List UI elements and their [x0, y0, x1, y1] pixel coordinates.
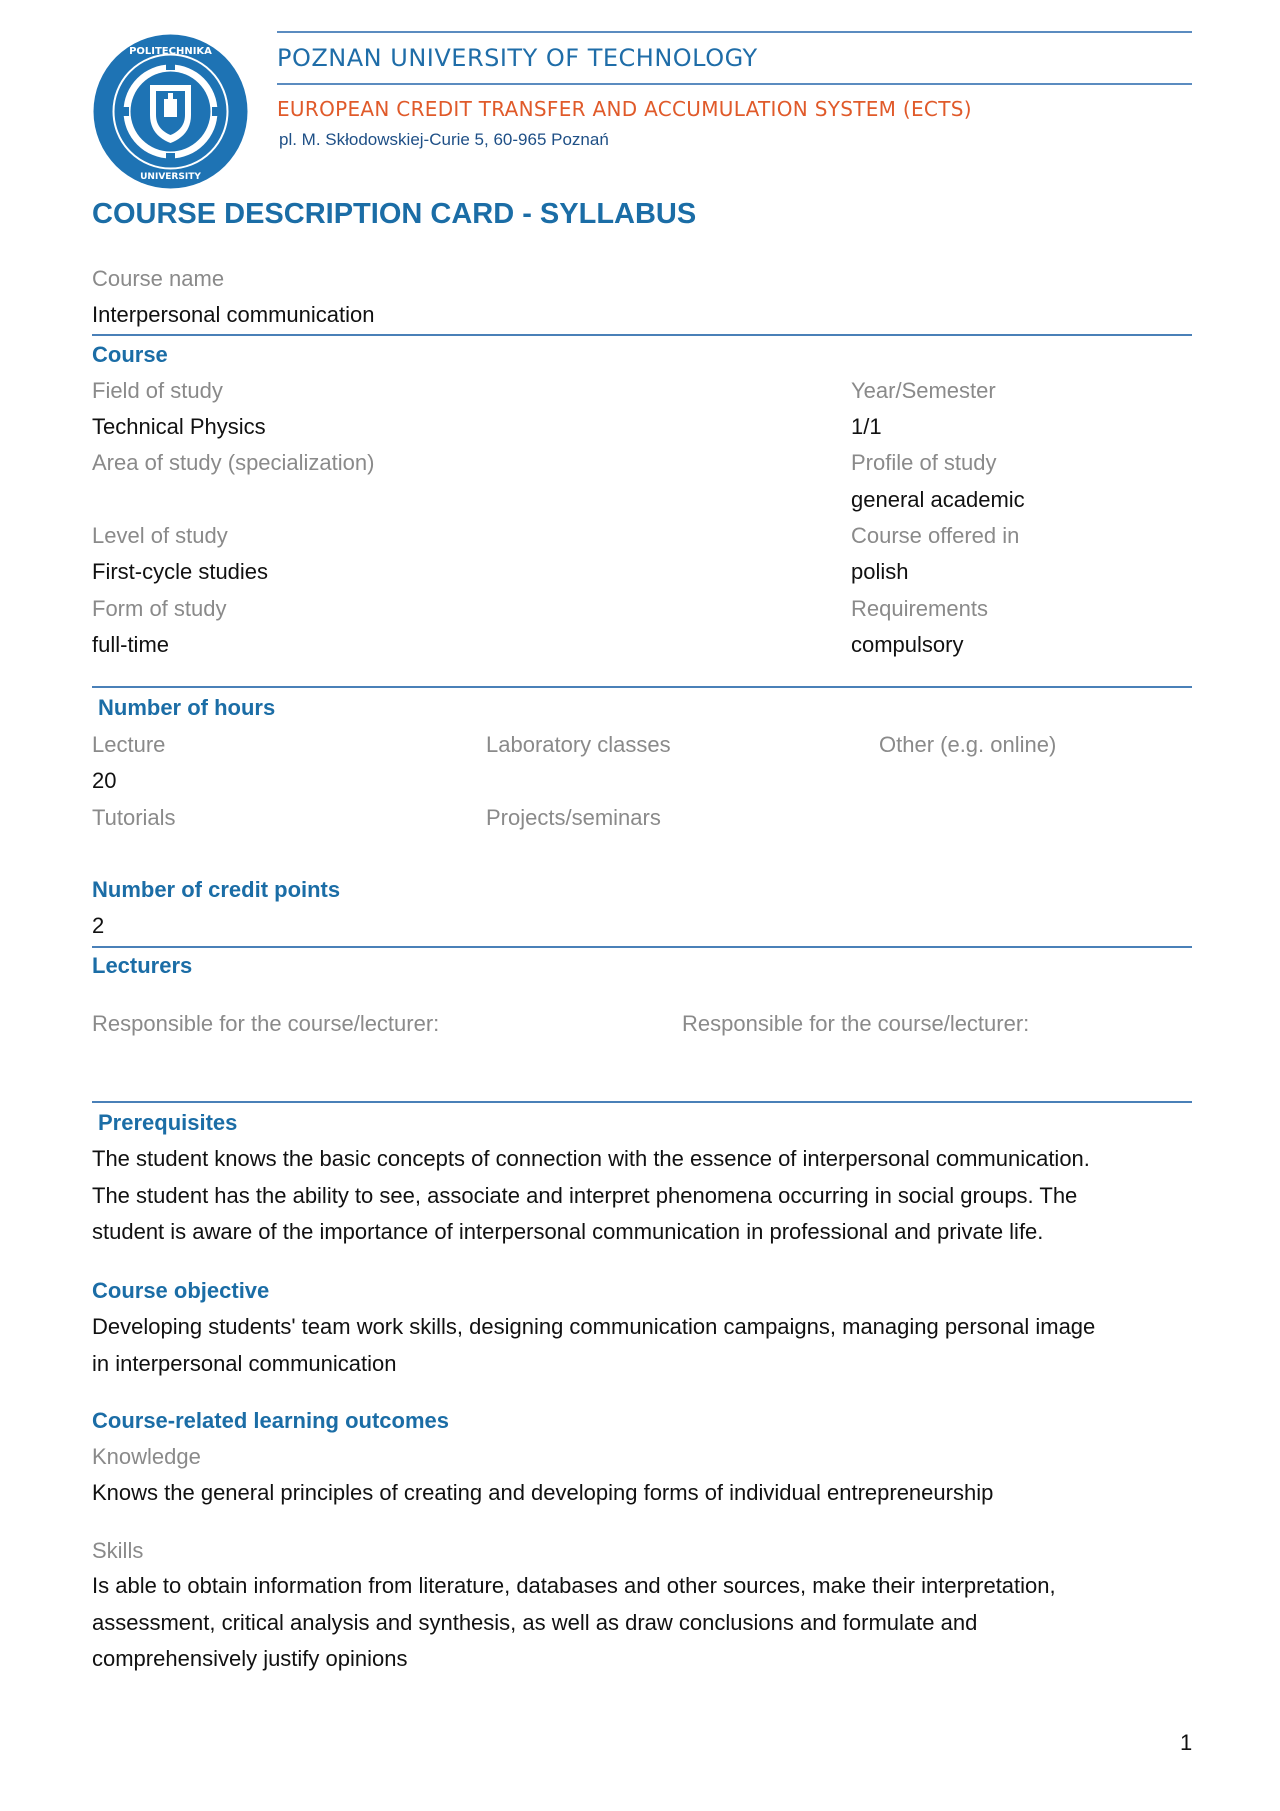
credit-points-heading: Number of credit points	[92, 877, 341, 902]
course-name-value: Interpersonal communication	[92, 302, 375, 327]
knowledge-label: Knowledge	[92, 1444, 201, 1469]
outcomes-heading: Course-related learning outcomes	[92, 1408, 449, 1433]
form-of-study-label: Form of study	[92, 596, 227, 621]
requirements-value: compulsory	[851, 632, 964, 657]
prerequisites-line: The student knows the basic concepts of connection with the essence of interpersonal communication.	[92, 1146, 1090, 1171]
course-heading: Course	[92, 342, 168, 367]
knowledge-text: Knows the general principles of creating and developing forms of individual entrepreneurship	[92, 1480, 994, 1505]
page-title: COURSE DESCRIPTION CARD - SYLLABUS	[92, 198, 697, 230]
year-semester-value: 1/1	[851, 414, 882, 439]
objective-heading: Course objective	[92, 1278, 270, 1303]
profile-of-study-label: Profile of study	[851, 450, 997, 475]
lecturers-rule	[92, 1101, 1192, 1103]
tutorials-label: Tutorials	[92, 805, 176, 830]
svg-text:POLITECHNIKA: POLITECHNIKA	[129, 46, 212, 57]
lecture-label: Lecture	[92, 732, 166, 757]
objective-line: in interpersonal communication	[92, 1350, 397, 1376]
area-of-study-label: Area of study (specialization)	[92, 450, 375, 475]
prerequisites-line: student is aware of the importance of interpersonal communication in professional and private life.	[92, 1219, 1044, 1244]
course-offered-label: Course offered in	[851, 523, 1020, 548]
course-offered-value: polish	[851, 559, 909, 584]
skills-line: assessment, critical analysis and synthesis, as well as draw conclusions and formulate and	[92, 1609, 978, 1635]
hours-heading: Number of hours	[98, 695, 276, 720]
credits-rule	[92, 946, 1192, 948]
ects-title: EUROPEAN CREDIT TRANSFER AND ACCUMULATION SYSTEM (ECTS)	[277, 97, 972, 121]
course-name-rule	[92, 334, 1192, 336]
prerequisites-line: The student has the ability to see, associate and interpret phenomena occurring in social groups. The	[92, 1182, 1078, 1208]
lecturer-right-label: Responsible for the course/lecturer:	[682, 1011, 1030, 1036]
skills-line: Is able to obtain information from literature, databases and other sources, make their interpretation,	[92, 1573, 1056, 1598]
university-seal	[92, 33, 249, 190]
form-of-study-value: full-time	[92, 632, 170, 657]
skills-text	[92, 1568, 1202, 1678]
field-of-study-label: Field of study	[92, 378, 223, 403]
field-of-study-value: Technical Physics	[92, 414, 266, 439]
page-number: 1	[1180, 1730, 1193, 1755]
skills-label: Skills	[92, 1538, 144, 1563]
svg-text:UNIVERSITY: UNIVERSITY	[140, 172, 201, 182]
profile-of-study-value: general academic	[851, 487, 1025, 512]
year-semester-label: Year/Semester	[851, 378, 996, 403]
course-rule	[92, 686, 1192, 688]
prerequisites-text	[92, 1141, 1202, 1251]
lecturer-left-label: Responsible for the course/lecturer:	[92, 1011, 440, 1036]
prerequisites-heading: Prerequisites	[98, 1110, 238, 1135]
level-of-study-label: Level of study	[92, 523, 228, 548]
lecture-value: 20	[92, 768, 117, 793]
lecturers-heading: Lecturers	[92, 953, 193, 978]
course-name-label: Course name	[92, 266, 225, 291]
objective-text	[92, 1309, 1202, 1382]
skills-line: comprehensively justify opinions	[92, 1646, 408, 1671]
credit-points-value: 2	[92, 913, 105, 938]
projects-seminars-label: Projects/seminars	[486, 805, 661, 830]
objective-line: Developing students' team work skills, designing communication campaigns, managing personal image	[92, 1314, 1096, 1339]
laboratory-label: Laboratory classes	[486, 732, 671, 757]
university-address: pl. M. Skłodowskiej-Curie 5, 60-965 Poznań	[279, 130, 609, 149]
university-name: POZNAN UNIVERSITY OF TECHNOLOGY	[277, 44, 758, 72]
level-of-study-value: First-cycle studies	[92, 559, 269, 584]
requirements-label: Requirements	[851, 596, 988, 621]
other-online-label: Other (e.g. online)	[879, 732, 1057, 757]
header-middle-rule	[277, 83, 1192, 85]
header-top-rule	[277, 31, 1192, 33]
